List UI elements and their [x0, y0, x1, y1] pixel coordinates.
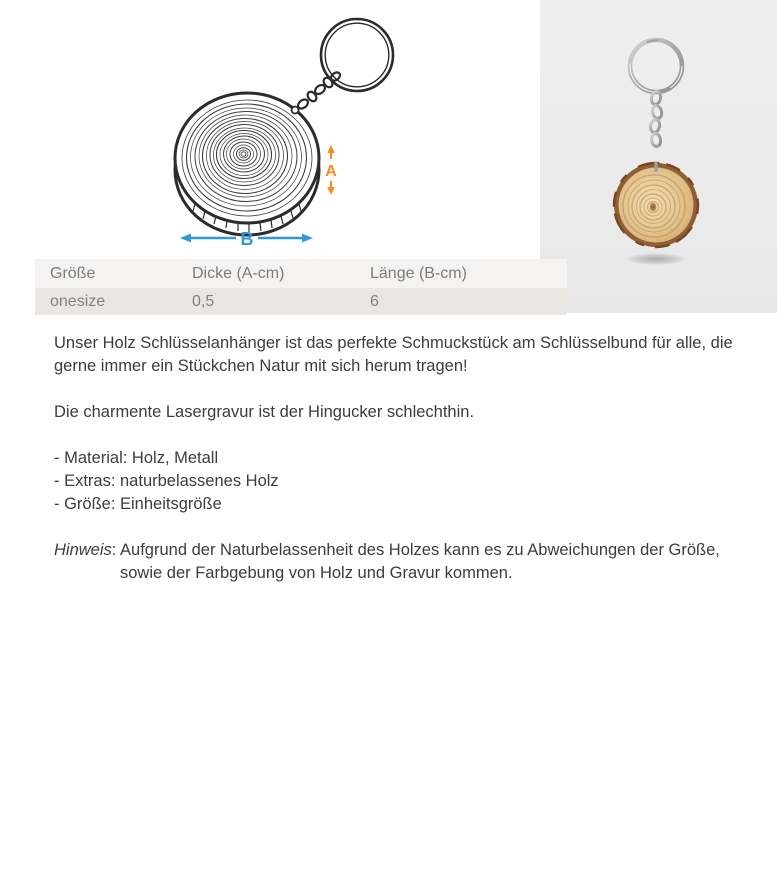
spec-extras: - Extras: naturbelassenes Holz	[54, 472, 279, 490]
photo-background	[540, 0, 777, 313]
intro-line-1: Unser Holz Schlüsselanhänger ist das perfekte Schmuckstück am Schlüsselbund für alle, die	[54, 334, 733, 352]
size-table-header-laenge: Länge (B-cm)	[355, 259, 567, 288]
note-paragraph	[54, 539, 754, 585]
dimension-b-indicator	[180, 229, 313, 249]
spec-list	[54, 447, 754, 516]
photo-shadow	[626, 253, 686, 265]
dimension-a-indicator	[325, 145, 337, 195]
note-line-2: sowie der Farbgebung von Holz und Gravur kommen.	[120, 564, 513, 582]
spec-material: - Material: Holz, Metall	[54, 449, 219, 467]
length-value: 6	[355, 288, 567, 315]
photo-screw-eye	[654, 162, 657, 172]
dimension-a-label: A	[325, 163, 337, 180]
dimension-b-label: B	[240, 229, 254, 249]
thickness-value: 0,5	[177, 288, 355, 315]
spec-groesse: - Größe: Einheitsgröße	[54, 495, 222, 513]
note-label: Hinweis	[54, 541, 112, 559]
product-dimension-diagram	[150, 0, 410, 260]
tagline: Die charmente Lasergravur ist der Hingucker schlechthin.	[54, 403, 475, 421]
size-table-row	[35, 288, 567, 315]
size-value: onesize	[35, 288, 177, 315]
intro-line-2: gerne immer ein Stückchen Natur mit sich herum tragen!	[54, 357, 468, 375]
hanging-hole	[292, 107, 299, 114]
size-table	[35, 259, 567, 315]
keyring-drawing	[296, 19, 393, 110]
product-description	[54, 332, 754, 585]
note-text: : Aufgrund der Naturbelassenheit des Holzes kann es zu Abweichungen der Größe,	[111, 541, 720, 559]
size-table-header-row	[35, 259, 567, 288]
intro-paragraph	[54, 332, 754, 378]
note-line-1	[54, 539, 754, 562]
size-table-header-groesse: Größe	[35, 259, 177, 288]
product-photo	[540, 0, 777, 313]
size-table-header-dicke: Dicke (A-cm)	[177, 259, 355, 288]
wood-slice-drawing	[175, 93, 319, 235]
